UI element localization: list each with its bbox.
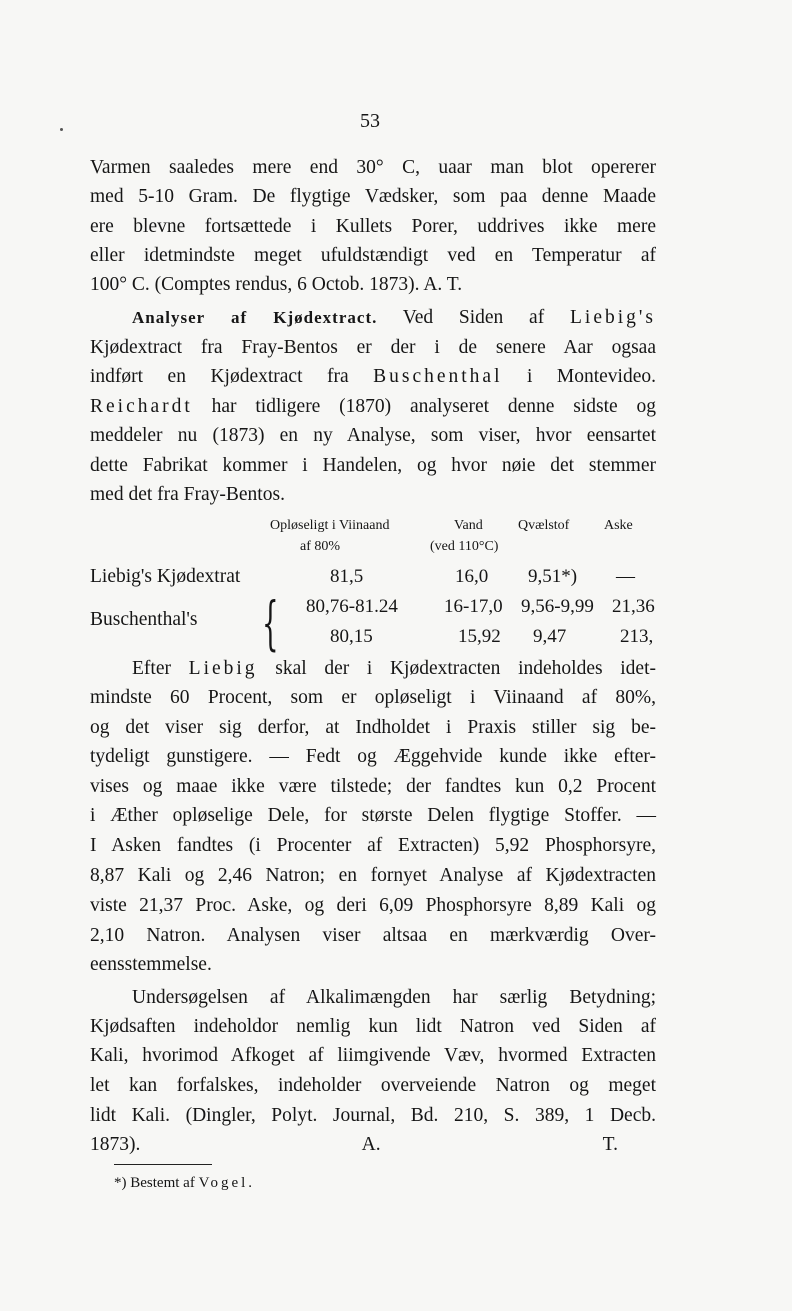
- body-line: lidt Kali. (Dingler, Polyt. Journal, Bd. 210, S. 389, 1 Decb.: [90, 1105, 656, 1126]
- body-line: 100° C. (Comptes rendus, 6 Octob. 1873). A. T.: [90, 274, 463, 295]
- table-cell: 213,: [620, 626, 654, 647]
- body-line: eller idetmindste meget ufuldstændigt ved en Temperatur af: [90, 245, 656, 266]
- column-header: Qvælstof: [518, 518, 570, 533]
- body-line: dette Fabrikat kommer i Handelen, og hvor nøie det stemmer: [90, 455, 656, 476]
- body-text: Efter: [132, 658, 171, 679]
- body-line: ere blevne fortsættede i Kullets Porer, uddrives ikke mere: [90, 216, 656, 237]
- person-name: Liebig's: [570, 307, 657, 328]
- table-cell: 16,0: [455, 566, 489, 587]
- body-line: Kjødsaften indeholdor nemlig kun lidt Natron ved Siden af: [90, 1016, 656, 1037]
- body-line: let kan forfalskes, indeholder overveiende Natron og meget: [90, 1075, 656, 1096]
- section-first-line: [132, 304, 656, 332]
- body-line: med 5-10 Gram. De flygtige Vædsker, som paa denne Maade: [90, 186, 656, 207]
- table-cell: —: [616, 566, 635, 587]
- section-heading: Analyser af Kjødextract.: [132, 308, 378, 327]
- body-line: mindste 60 Procent, som er opløseligt i Viinaand af 80%,: [90, 687, 656, 708]
- page-number: 53: [360, 110, 380, 132]
- body-line: vises og maae ikke være tilstede; der fandtes kun 0,2 Procent: [90, 776, 656, 797]
- brace: {: [262, 589, 279, 657]
- table-cell: 9,51*): [528, 566, 578, 587]
- row-label: Buschenthal's: [90, 609, 198, 630]
- body-text: indført en Kjødextract fra: [90, 366, 349, 387]
- margin-speck: [60, 128, 63, 131]
- body-line: [90, 363, 656, 391]
- column-header: Opløseligt i Viinaand: [270, 518, 390, 533]
- table-cell: 15,92: [458, 626, 501, 647]
- body-text: skal der i Kjødextracten indeholdes idet-: [275, 658, 656, 679]
- body-line: viste 21,37 Proc. Aske, og deri 6,09 Phosphorsyre 8,89 Kali og: [90, 895, 656, 916]
- footnote-rule: [114, 1164, 212, 1165]
- person-name: Liebig: [188, 658, 258, 679]
- column-header: Aske: [604, 518, 633, 533]
- table-cell: 80,76-81.24: [306, 596, 398, 617]
- body-line: med det fra Fray-Bentos.: [90, 484, 285, 505]
- footnote: [114, 1175, 255, 1192]
- body-line: Kjødextract fra Fray-Bentos er der i de senere Aar ogsaa: [90, 337, 656, 358]
- body-text: i Montevideo.: [527, 366, 657, 387]
- column-header-sub: af 80%: [300, 539, 341, 554]
- column-header: Vand: [454, 518, 483, 533]
- body-line: eensstemmelse.: [90, 954, 212, 975]
- body-line: Undersøgelsen af Alkalimængden har særlig Betydning;: [132, 987, 656, 1008]
- table-cell: 81,5: [330, 566, 364, 587]
- body-line: og det viser sig derfor, at Indholdet i Praxis stiller sig be-: [90, 717, 656, 738]
- person-name: Reichardt: [90, 396, 193, 417]
- table-cell: 80,15: [330, 626, 373, 647]
- body-line: 2,10 Natron. Analysen viser altsaa en mærkværdig Over-: [90, 925, 656, 946]
- table-cell: 16-17,0: [444, 596, 503, 617]
- table-cell: 21,36: [612, 596, 655, 617]
- body-line: i Æther opløselige Dele, for største Delen flygtige Stoffer. —: [90, 805, 656, 826]
- body-line: Varmen saaledes mere end 30° C, uaar man blot opererer: [90, 157, 656, 178]
- body-text: Ved Siden af: [402, 307, 545, 328]
- body-text: har tidligere (1870) analyseret denne sidste og: [211, 396, 656, 417]
- body-line: [90, 393, 656, 421]
- table-cell: 9,47: [533, 626, 567, 647]
- body-line: meddeler nu (1873) en ny Analyse, som viser, hvor eensartet: [90, 425, 656, 446]
- body-line: tydeligt gunstigere. — Fedt og Æggehvide kunde ikke efter-: [90, 746, 656, 767]
- row-label: Liebig's Kjødextrat: [90, 566, 241, 587]
- body-line: Kali, hvorimod Afkoget af liimgivende Væv, hvormed Extracten: [90, 1045, 656, 1066]
- footnote-text: *) Bestemt af: [114, 1175, 195, 1191]
- body-line: I Asken fandtes (i Procenter af Extracten) 5,92 Phosphorsyre,: [90, 835, 656, 856]
- table-cell: 9,56-9,99: [521, 596, 594, 617]
- person-name: Vogel.: [198, 1175, 256, 1191]
- body-line: 1873). A. T.: [90, 1134, 618, 1155]
- place-name: Buschenthal: [373, 366, 503, 387]
- body-line: [132, 655, 656, 683]
- column-header-sub: (ved 110°C): [430, 539, 499, 554]
- body-line: 8,87 Kali og 2,46 Natron; en fornyet Analyse af Kjødextracten: [90, 865, 656, 886]
